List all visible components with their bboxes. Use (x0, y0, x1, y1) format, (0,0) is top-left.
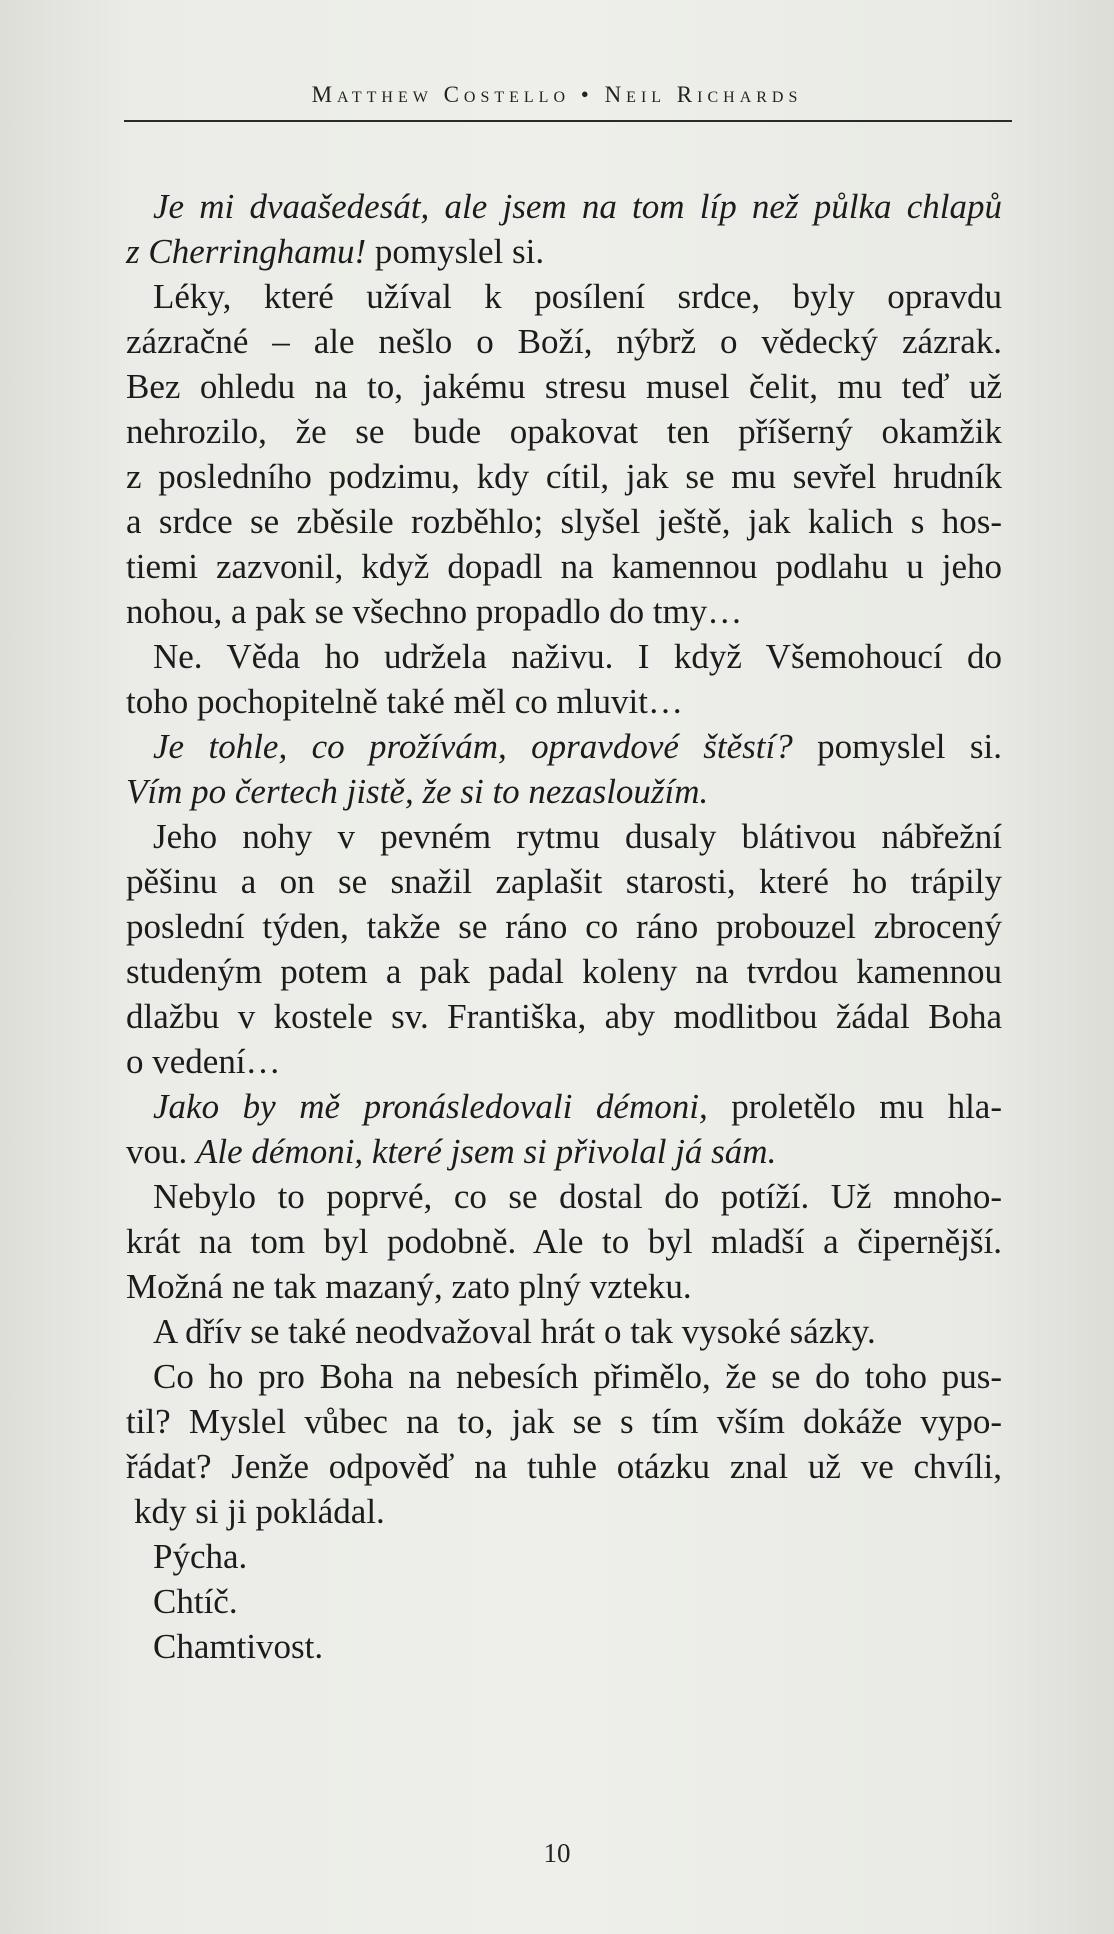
text-line (126, 949, 1002, 994)
text-line (126, 1309, 1002, 1354)
text-line (126, 1399, 1002, 1444)
text-line (126, 1219, 1002, 1264)
text-run: nehrozilo, že se bude opakovat ten příšerný okamžik (126, 412, 1002, 451)
text-run: Co ho pro Boha na nebesích přimělo, že se do toho pus- (153, 1357, 1002, 1396)
text-run: pomyslel si. (366, 232, 545, 271)
text-line (126, 184, 1002, 229)
text-line (126, 409, 1002, 454)
page-body-text (126, 184, 1002, 1669)
text-run: Nebylo to poprvé, co se dostal do potíží. Už mnoho- (153, 1177, 1002, 1216)
text-run: vou. (126, 1132, 196, 1171)
text-run: zázračné – ale nešlo o Boží, nýbrž o vědecký zázrak. (126, 322, 1002, 361)
italic-text: Ale démoni, které jsem si přivolal já sám. (196, 1132, 777, 1171)
text-line (126, 1264, 1002, 1309)
text-run: til? Myslel vůbec na to, jak se s tím vším dokáže vypo- (126, 1402, 1002, 1441)
text-line (126, 634, 1002, 679)
text-line (126, 1354, 1002, 1399)
text-line (126, 1129, 1002, 1174)
text-line (126, 814, 1002, 859)
text-line (126, 1084, 1002, 1129)
text-run: pěšinu a on se snažil zaplašit starosti, které ho trápily (126, 862, 1002, 901)
italic-text: z Cherringhamu! (126, 232, 367, 271)
text-run: Chamtivost. (153, 1627, 324, 1666)
text-run: kdy si ji pokládal. (134, 1492, 385, 1531)
text-run: dlažbu v kostele sv. Františka, aby modlitbou žádal Boha (126, 997, 1002, 1036)
text-line (126, 859, 1002, 904)
header-rule (124, 120, 1012, 122)
italic-text: Je tohle, co prožívám, opravdové štěstí? (153, 727, 793, 766)
italic-text: Vím po čertech jistě, že si to nezasloužím. (126, 772, 709, 811)
text-run: Pýcha. (153, 1537, 248, 1576)
text-line (126, 1534, 1002, 1579)
text-run: Možná ne tak mazaný, zato plný vzteku. (126, 1267, 692, 1306)
text-run: Chtíč. (153, 1582, 238, 1621)
text-run: Bez ohledu na to, jakému stresu musel čelit, mu teď už (126, 367, 1002, 406)
text-line (126, 499, 1002, 544)
text-run: Léky, které užíval k posílení srdce, byly opravdu (153, 277, 1002, 316)
text-line (126, 1624, 1002, 1669)
italic-text: Je mi dvaašedesát, ale jsem na tom líp než půlka chlapů (153, 187, 1002, 226)
running-header: Matthew Costello • Neil Richards (311, 82, 803, 107)
text-line (126, 679, 1002, 724)
text-line (126, 1174, 1002, 1219)
page-number: 10 (543, 1838, 571, 1868)
text-line (126, 319, 1002, 364)
text-line (126, 724, 1002, 769)
text-run: proletělo mu hla- (707, 1087, 1002, 1126)
text-run: o vedení… (126, 1042, 281, 1081)
text-line (126, 544, 1002, 589)
text-line (126, 904, 1002, 949)
text-run: krát na tom byl podobně. Ale to byl mladší a čipernější. (126, 1222, 1002, 1261)
text-line (126, 1039, 1002, 1084)
text-line (126, 994, 1002, 1039)
text-line (126, 229, 1002, 274)
text-run: z posledního podzimu, kdy cítil, jak se mu sevřel hrudník (126, 457, 1002, 496)
text-line (126, 364, 1002, 409)
text-run: studeným potem a pak padal koleny na tvrdou kamennou (126, 952, 1002, 991)
text-line (126, 589, 1002, 634)
text-run: Ne. Věda ho udržela naživu. I když Všemohoucí do (153, 637, 1002, 676)
text-run: Jeho nohy v pevném rytmu dusaly blátivou nábřežní (153, 817, 1002, 856)
text-run: a srdce se zběsile rozběhlo; slyšel ještě, jak kalich s hos- (126, 502, 1002, 541)
text-run: pomyslel si. (792, 727, 1002, 766)
text-run: poslední týden, takže se ráno co ráno probouzel zbrocený (126, 907, 1002, 946)
text-line (126, 1444, 1002, 1489)
text-line (126, 454, 1002, 499)
text-run: řádat? Jenže odpověď na tuhle otázku znal už ve chvíli, (126, 1447, 1002, 1486)
text-run: A dřív se také neodvažoval hrát o tak vysoké sázky. (153, 1312, 876, 1351)
text-line (126, 1579, 1002, 1624)
text-line (126, 769, 1002, 814)
text-line (126, 274, 1002, 319)
italic-text: Jako by mě pronásledovali démoni, (153, 1087, 708, 1126)
text-run: toho pochopitelně také měl co mluvit… (126, 682, 683, 721)
text-run: tiemi zazvonil, když dopadl na kamennou podlahu u jeho (126, 547, 1002, 586)
text-line (126, 1489, 1002, 1534)
text-run: nohou, a pak se všechno propadlo do tmy… (126, 592, 743, 631)
